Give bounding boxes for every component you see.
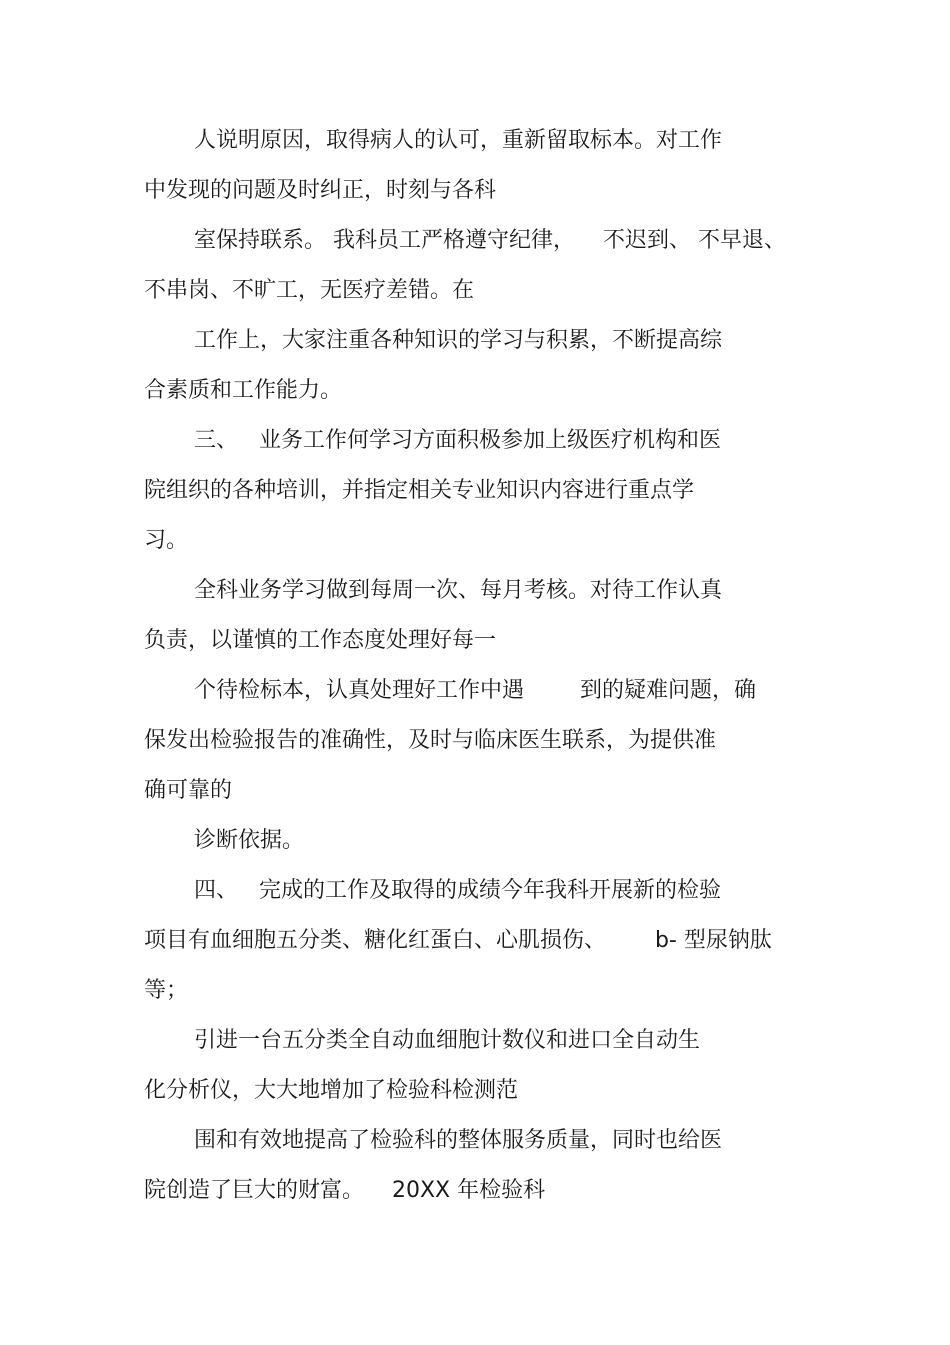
- text-line: 引进一台五分类全自动血细胞计数仪和进口全自动生: [194, 1028, 701, 1053]
- text-line: 院创造了巨大的财富。 20XX 年检验科: [144, 1178, 546, 1203]
- text-line: 确可靠的: [144, 778, 233, 803]
- text-line: 合素质和工作能力。: [144, 378, 343, 403]
- text-line: 等；: [144, 978, 189, 1003]
- text-line: 项目有血细胞五分类、糖化红蛋白、心肌损伤、 b- 型尿钠肽: [144, 928, 772, 953]
- text-line: 化分析仪，大大地增加了检验科检测范: [144, 1078, 519, 1103]
- text-line: 中发现的问题及时纠正，时刻与各科: [144, 178, 497, 203]
- text-line: 全科业务学习做到每周一次、每月考核。对待工作认真: [194, 578, 723, 603]
- text-line: 保发出检验报告的准确性，及时与临床医生联系，为提供准: [144, 728, 717, 753]
- text-line: 习。: [144, 528, 189, 553]
- text-line: 四、 完成的工作及取得的成绩今年我科开展新的检验: [194, 878, 721, 903]
- text-line: 人说明原因，取得病人的认可，重新留取标本。对工作: [194, 128, 723, 153]
- text-line: 围和有效地提高了检验科的整体服务质量，同时也给医: [194, 1128, 723, 1153]
- text-line: 室保持联系。 我科员工严格遵守纪律， 不迟到、 不早退、: [194, 228, 786, 253]
- text-line: 不串岗、不旷工，无医疗差错。在: [144, 278, 475, 303]
- text-line: 个待检标本，认真处理好工作中遇 到的疑难问题，确: [194, 678, 756, 703]
- text-line: 诊断依据。: [194, 828, 305, 853]
- text-line: 院组织的各种培训，并指定相关专业知识内容进行重点学: [144, 478, 695, 503]
- text-line: 负责，以谨慎的工作态度处理好每一: [144, 628, 497, 653]
- text-line: 工作上，大家注重各种知识的学习与积累，不断提高综: [194, 328, 723, 353]
- text-line: 三、 业务工作何学习方面积极参加上级医疗机构和医: [194, 428, 721, 453]
